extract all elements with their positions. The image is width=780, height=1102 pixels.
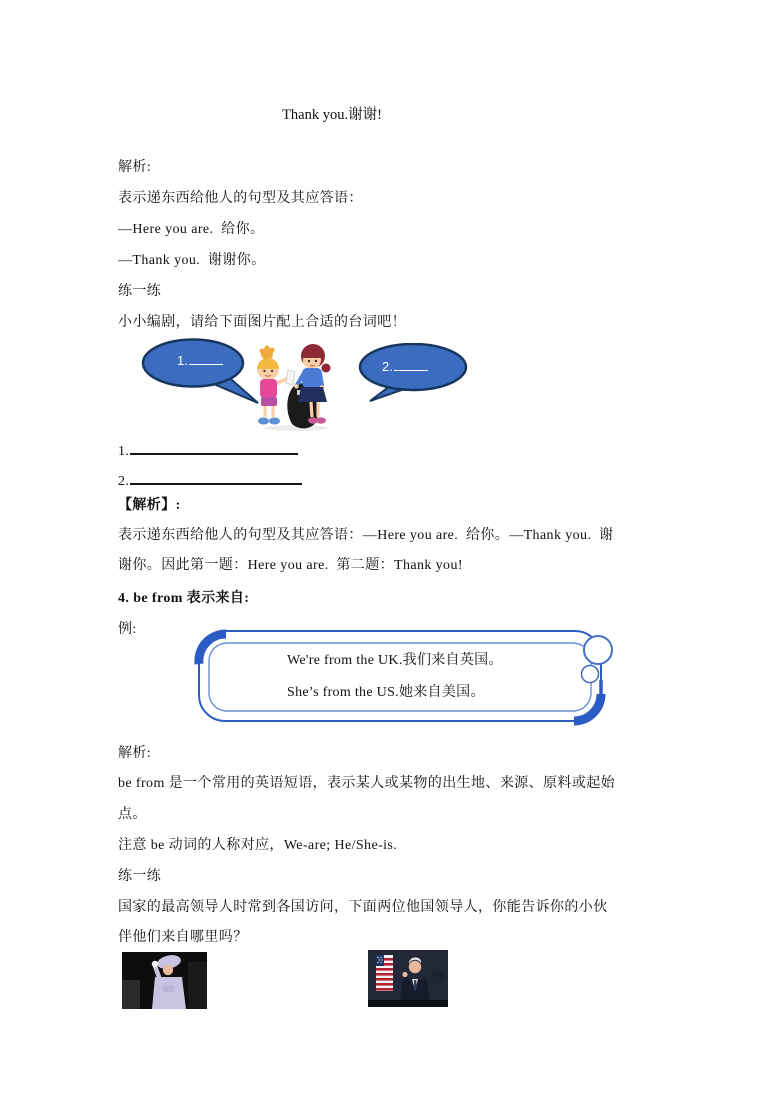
- analysis-label-1: 解析:: [118, 160, 152, 175]
- section-heading-be-from: 4. be from 表示来自:: [118, 591, 250, 606]
- girl2-skirt: [298, 387, 327, 402]
- speech-bubble-2: [352, 343, 470, 405]
- biden-face: [409, 961, 421, 973]
- sentence-thank-you: —Thank you. 谢谢你。: [118, 253, 266, 268]
- queen-face: [163, 965, 173, 975]
- frame-thick-arc-top-left: [199, 634, 226, 664]
- example-frame: [190, 624, 622, 730]
- practice-2-line-2: 伴他们来自哪里吗？: [118, 930, 248, 945]
- bubble-2-number: 2.: [382, 359, 393, 374]
- analysis-label-2: 解析:: [118, 746, 152, 761]
- bubble-1-blank: [189, 354, 223, 365]
- queen-glove: [152, 961, 158, 967]
- girl1-hair: [257, 358, 279, 369]
- blank-2-line: [130, 469, 302, 485]
- practice-2-line-1: 国家的最高领导人时常到各国访问，下面两位他国领导人，你能告诉你的小伙: [118, 900, 608, 915]
- example-sentence-1: We're from the UK.我们来自英国。: [287, 653, 503, 668]
- frame-thick-arc-bottom-right: [574, 694, 601, 721]
- answer-blank-2: [118, 469, 302, 490]
- practice-label-1: 练一练: [118, 284, 162, 299]
- bubble-2-label: [382, 359, 428, 374]
- bubble-1-number: 1.: [177, 353, 188, 368]
- befrom-analysis-line-2: 点。: [118, 807, 147, 822]
- example-label: 例:: [118, 622, 137, 637]
- befrom-note: 注意 be 动词的人称对应，We-are; He/She-is.: [118, 838, 398, 853]
- frame-circle-large: [584, 636, 612, 664]
- queen-elizabeth-photo: [122, 952, 207, 1009]
- speech-bubble-1: [140, 337, 266, 409]
- practice-label-2: 练一练: [118, 869, 162, 884]
- befrom-analysis-line-1: be from 是一个常用的英语短语，表示某人或某物的出生地、来源、原料或起始: [118, 776, 616, 791]
- sentence-here-you-are: —Here you are. 给你。: [118, 222, 265, 237]
- page-title: Thank you.谢谢!: [282, 107, 382, 123]
- trash-item: [286, 370, 295, 385]
- biden-tie: [414, 980, 416, 990]
- girl1-shirt: [260, 379, 277, 398]
- practice-prompt-1: 小小编剧，请给下面图片配上合适的台词吧！: [118, 315, 406, 330]
- biden-hand: [402, 972, 407, 977]
- analysis-bracket-label: 【解析】:: [118, 498, 181, 513]
- kids-illustration: [252, 342, 336, 432]
- frame-circle-small: [582, 666, 599, 683]
- example-sentence-2: She’s from the US.她来自美国。: [287, 685, 485, 700]
- girl2-pigtail: [322, 364, 331, 373]
- bubble-1-label: [177, 353, 223, 368]
- blank-1-number: 1.: [118, 444, 130, 459]
- answer-blank-1: [118, 439, 298, 460]
- girl1-shoes: [258, 418, 269, 425]
- queen-coat: [152, 977, 186, 1009]
- blank-2-number: 2.: [118, 474, 130, 489]
- intro-line: 表示递东西给他人的句型及其应答语：: [118, 191, 363, 206]
- podium: [368, 1000, 448, 1007]
- us-flag: [376, 955, 393, 991]
- blank-1-line: [130, 439, 298, 455]
- girl1-shorts: [261, 397, 277, 406]
- analysis-2-line-1: 表示递东西给他人的句型及其应答语：—Here you are. 给你。—Thank you. 谢: [118, 528, 614, 543]
- analysis-2-line-2: 谢你。因此第一题：Here you are. 第二题：Thank you!: [118, 558, 463, 573]
- bubble-2-blank: [394, 360, 428, 371]
- joe-biden-photo: [368, 950, 448, 1007]
